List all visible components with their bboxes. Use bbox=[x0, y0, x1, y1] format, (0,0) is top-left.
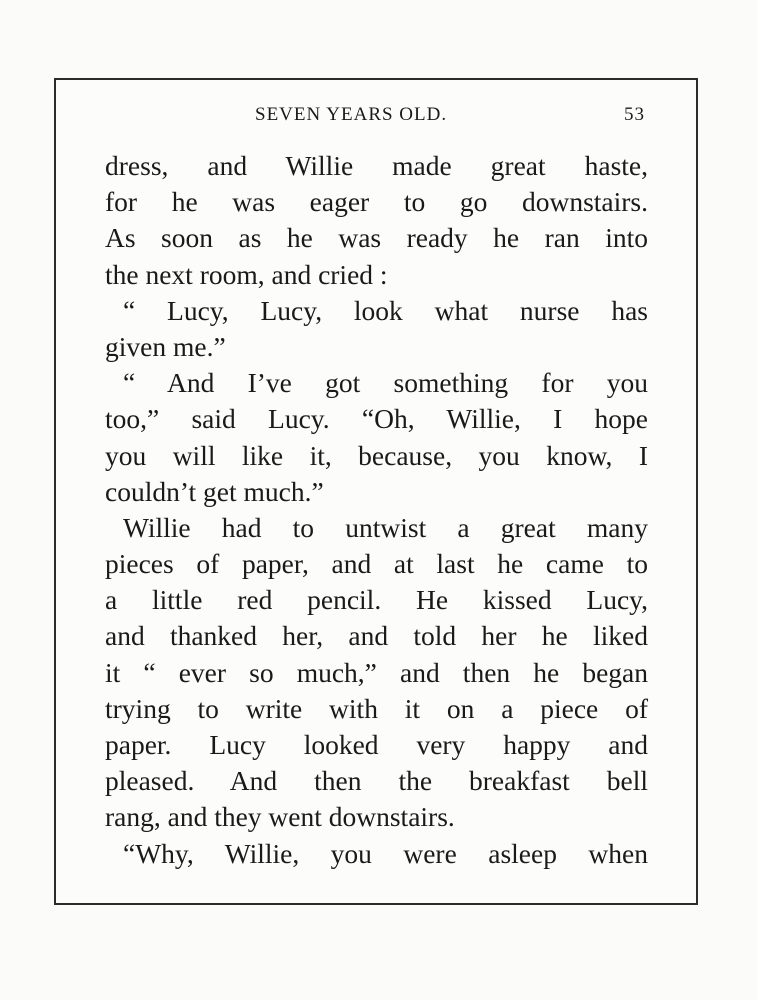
running-title: SEVEN YEARS OLD. bbox=[255, 104, 448, 125]
page-number: 53 bbox=[624, 104, 645, 125]
text-line: paper. Lucy looked very happy and bbox=[105, 729, 648, 760]
text-line: you will like it, because, you know, I bbox=[105, 439, 648, 471]
text-line: a little red pencil. He kissed Lucy, bbox=[105, 584, 648, 616]
text-line: too,” said Lucy. “Oh, Willie, I hope bbox=[105, 403, 648, 435]
text-line: “Why, Willie, you were asleep when bbox=[123, 837, 648, 869]
text-line: “ Lucy, Lucy, look what nurse has bbox=[123, 294, 648, 326]
text-line: and thanked her, and told her he liked bbox=[105, 620, 648, 652]
text-line: Willie had to untwist a great many bbox=[123, 511, 648, 543]
text-line: pieces of paper, and at last he came to bbox=[105, 548, 648, 580]
text-line: As soon as he was ready he ran into bbox=[105, 222, 648, 254]
text-line: dress, and Willie made great haste, bbox=[105, 150, 648, 181]
text-line: couldn’t get much.” bbox=[105, 475, 324, 507]
body-text bbox=[105, 148, 648, 872]
text-line: the next room, and cried : bbox=[105, 258, 388, 290]
text-line: “ And I’ve got something for you bbox=[123, 367, 648, 399]
text-line: pleased. And then the breakfast bell bbox=[105, 765, 648, 797]
text-line: rang, and they went downstairs. bbox=[105, 801, 455, 833]
text-line: for he was eager to go downstairs. bbox=[105, 186, 648, 218]
text-line: given me.” bbox=[105, 330, 226, 362]
running-head bbox=[0, 104, 757, 128]
text-line: it “ ever so much,” and then he began bbox=[105, 656, 648, 688]
text-line: trying to write with it on a piece of bbox=[105, 692, 648, 724]
